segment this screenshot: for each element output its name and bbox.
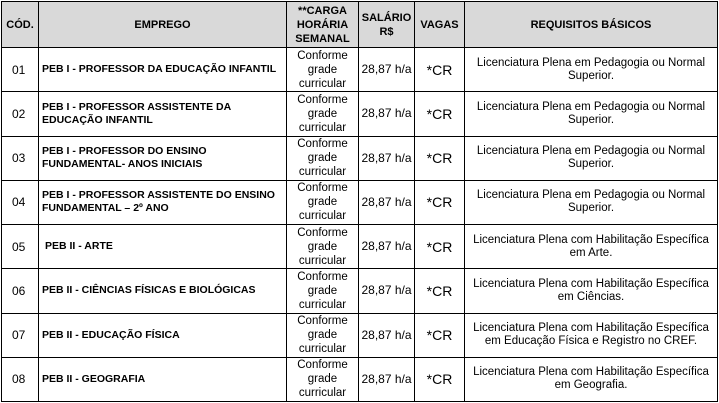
cell-emprego: PEB II - EDUCAÇÃO FÍSICA	[39, 313, 287, 357]
cell-vagas: *CR	[415, 136, 465, 180]
table-row	[2, 269, 718, 313]
cell-requisitos: Licenciatura Plena em Pedagogia ou Normal Superior.	[465, 48, 718, 92]
table-row	[2, 136, 718, 180]
table-row	[2, 48, 718, 92]
cell-cod: 03	[2, 136, 39, 180]
cell-cod: 02	[2, 92, 39, 136]
cell-cod: 07	[2, 313, 39, 357]
cell-salario: 28,87 h/a	[359, 225, 415, 269]
header-vagas: VAGAS	[415, 2, 465, 48]
cell-salario: 28,87 h/a	[359, 180, 415, 224]
cell-emprego: PEB I - PROFESSOR DA EDUCAÇÃO INFANTIL	[39, 48, 287, 92]
cell-cod: 06	[2, 269, 39, 313]
table-row	[2, 180, 718, 224]
cell-emprego: PEB I - PROFESSOR ASSISTENTE DO ENSINO FUNDAMENTAL – 2º ANO	[39, 180, 287, 224]
cell-requisitos: Licenciatura Plena em Pedagogia ou Normal Superior.	[465, 92, 718, 136]
cell-salario: 28,87 h/a	[359, 48, 415, 92]
cell-requisitos: Licenciatura Plena com Habilitação Específica em Ciências.	[465, 269, 718, 313]
cell-requisitos: Licenciatura Plena com Habilitação Específica em Arte.	[465, 225, 718, 269]
header-requisitos: REQUISITOS BÁSICOS	[465, 2, 718, 48]
header-carga: **CARGA HORÁRIA SEMANAL	[287, 2, 359, 48]
cell-vagas: *CR	[415, 269, 465, 313]
cell-salario: 28,87 h/a	[359, 269, 415, 313]
cell-vagas: *CR	[415, 357, 465, 401]
cell-carga: Conforme grade curricular	[287, 180, 359, 224]
cell-requisitos: Licenciatura Plena em Pedagogia ou Normal Superior.	[465, 180, 718, 224]
cell-carga: Conforme grade curricular	[287, 92, 359, 136]
cell-cod: 08	[2, 357, 39, 401]
cell-requisitos: Licenciatura Plena em Pedagogia ou Normal Superior.	[465, 136, 718, 180]
cell-carga: Conforme grade curricular	[287, 269, 359, 313]
cell-cod: 04	[2, 180, 39, 224]
cell-cod: 01	[2, 48, 39, 92]
cell-vagas: *CR	[415, 48, 465, 92]
table-header-row	[2, 2, 718, 48]
table-row	[2, 313, 718, 357]
cell-vagas: *CR	[415, 92, 465, 136]
cell-carga: Conforme grade curricular	[287, 225, 359, 269]
header-salario: SALÁRIO R$	[359, 2, 415, 48]
cell-vagas: *CR	[415, 180, 465, 224]
cell-requisitos: Licenciatura Plena com Habilitação Específica em Educação Física e Registro no CREF.	[465, 313, 718, 357]
cell-carga: Conforme grade curricular	[287, 48, 359, 92]
cell-vagas: *CR	[415, 225, 465, 269]
cell-emprego: PEB II - CIÊNCIAS FÍSICAS E BIOLÓGICAS	[39, 269, 287, 313]
cell-emprego: PEB I - PROFESSOR DO ENSINO FUNDAMENTAL- ANOS INICIAIS	[39, 136, 287, 180]
cell-vagas: *CR	[415, 313, 465, 357]
cell-salario: 28,87 h/a	[359, 92, 415, 136]
cell-salario: 28,87 h/a	[359, 136, 415, 180]
table-row	[2, 225, 718, 269]
table-row	[2, 357, 718, 401]
cell-carga: Conforme grade curricular	[287, 136, 359, 180]
cell-salario: 28,87 h/a	[359, 357, 415, 401]
cell-salario: 28,87 h/a	[359, 313, 415, 357]
cell-carga: Conforme grade curricular	[287, 357, 359, 401]
cell-emprego: PEB II - ARTE	[39, 225, 287, 269]
cell-carga: Conforme grade curricular	[287, 313, 359, 357]
header-emprego: EMPREGO	[39, 2, 287, 48]
cell-requisitos: Licenciatura Plena com Habilitação Específica em Geografia.	[465, 357, 718, 401]
cell-emprego: PEB I - PROFESSOR ASSISTENTE DA EDUCAÇÃO INFANTIL	[39, 92, 287, 136]
job-table	[1, 1, 718, 402]
header-cod: CÓD.	[2, 2, 39, 48]
cell-cod: 05	[2, 225, 39, 269]
table-row	[2, 92, 718, 136]
cell-emprego: PEB II - GEOGRAFIA	[39, 357, 287, 401]
